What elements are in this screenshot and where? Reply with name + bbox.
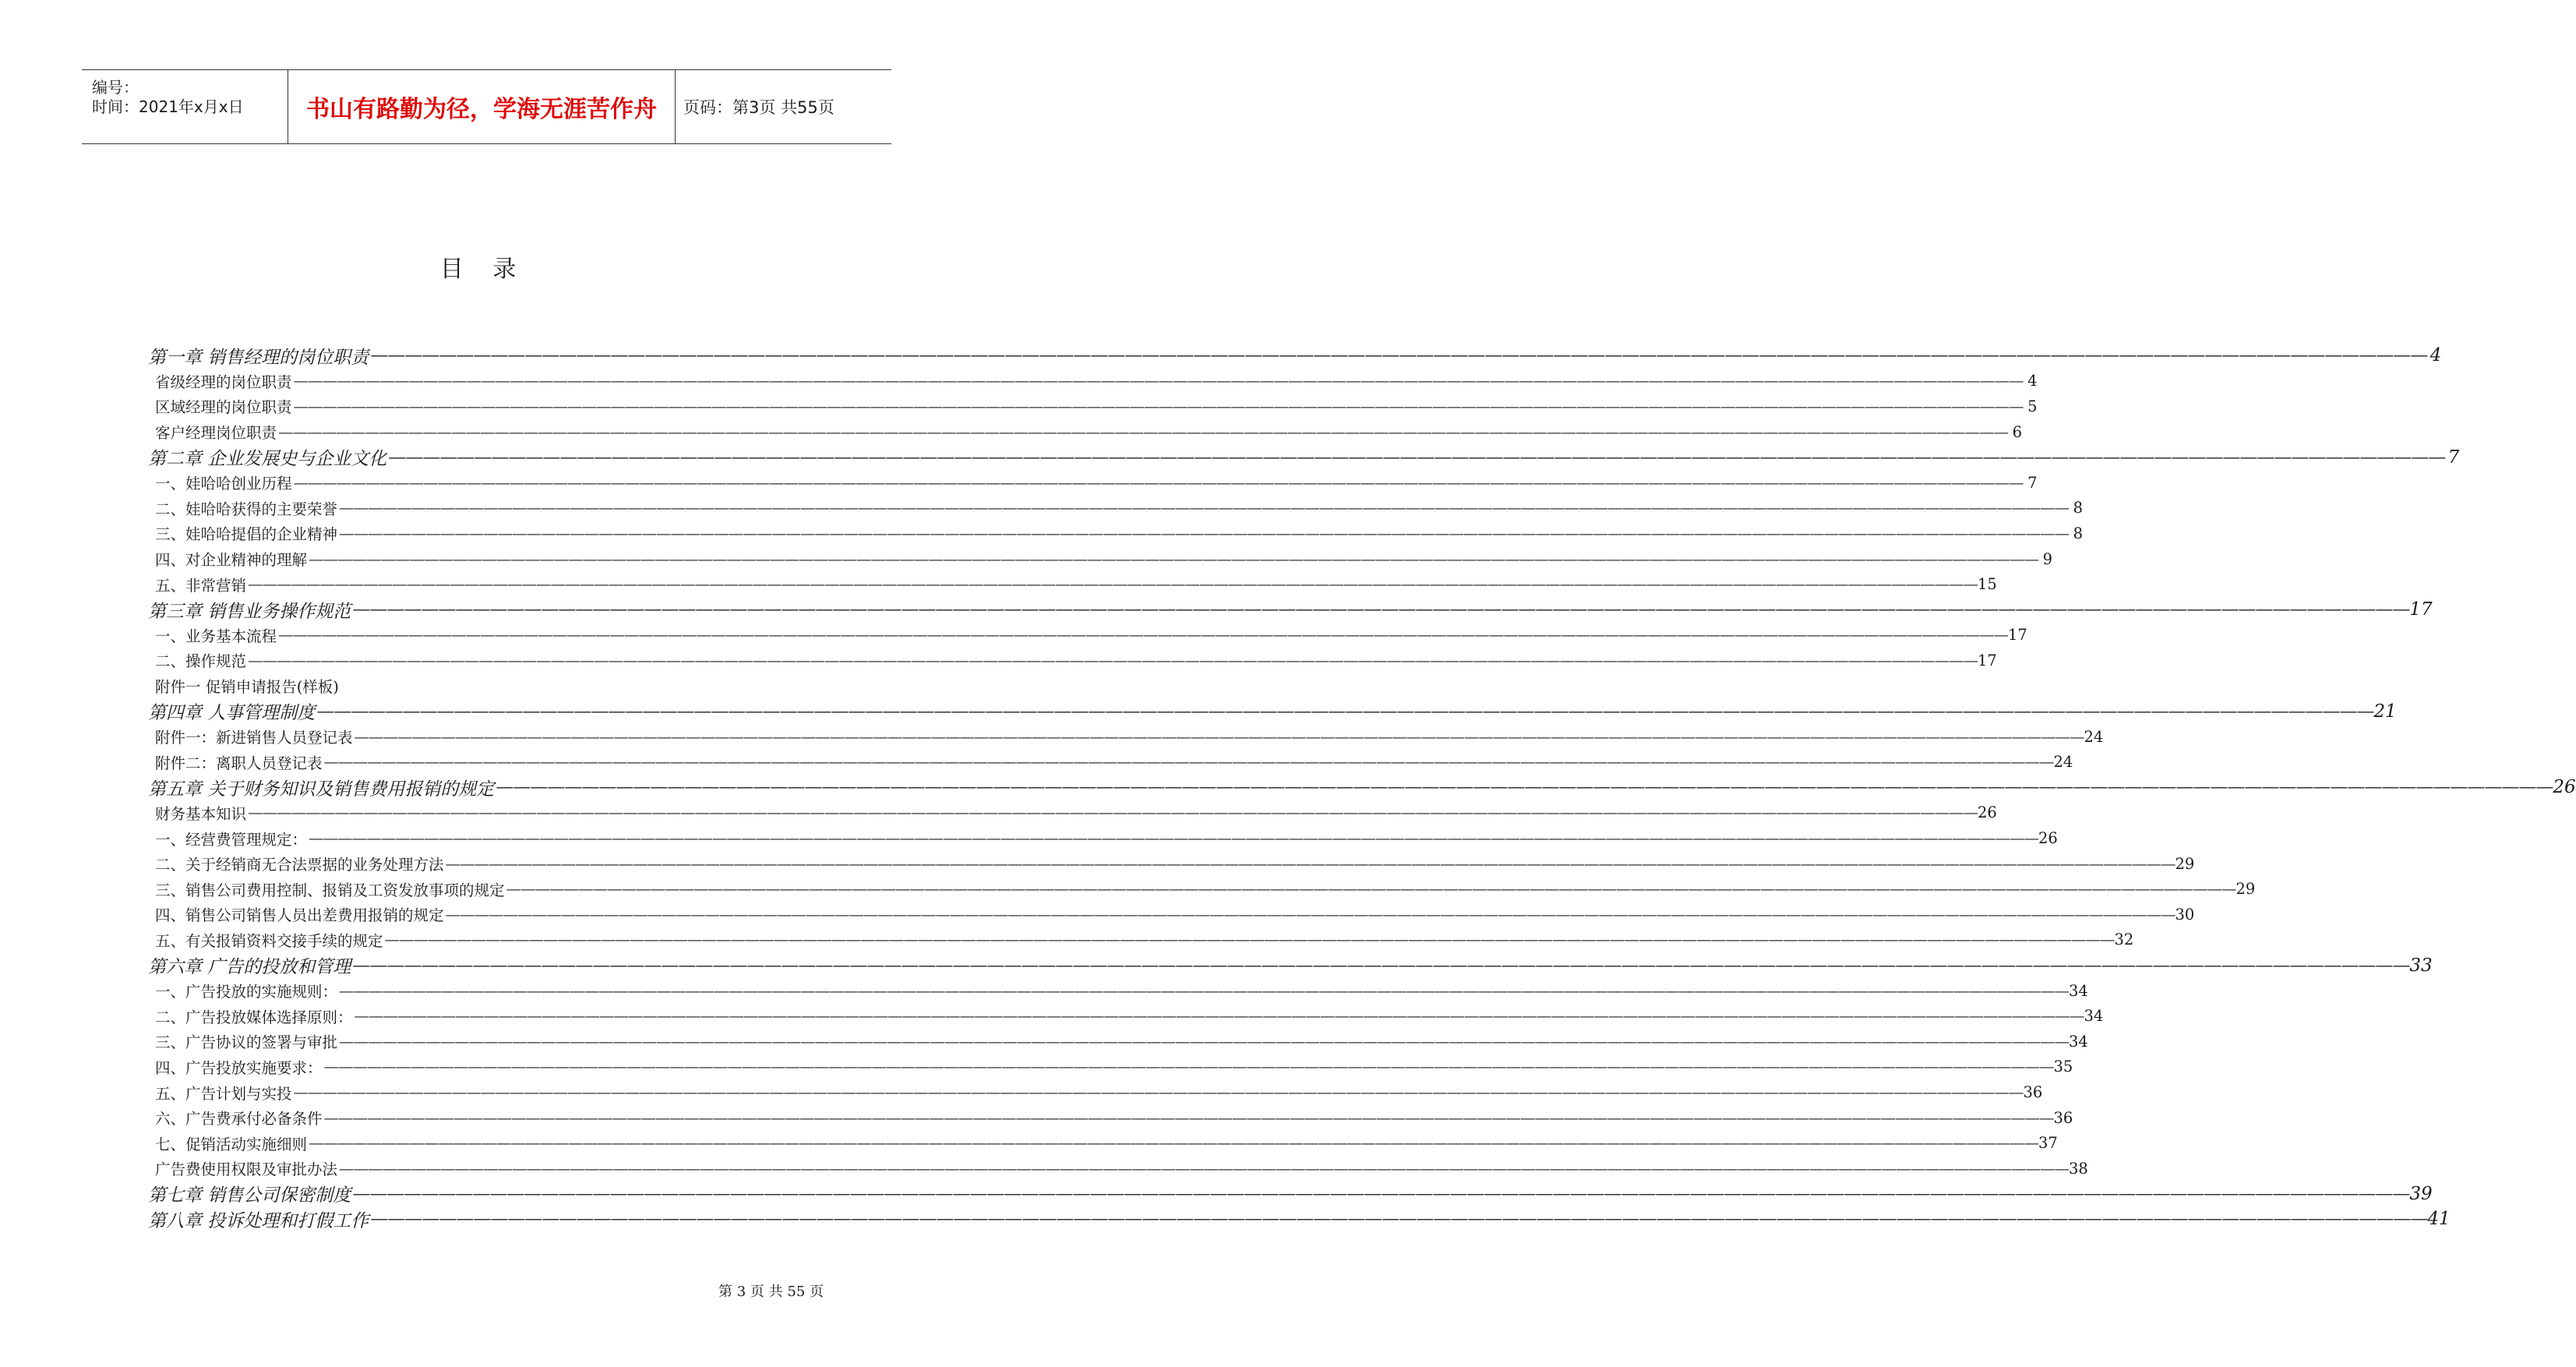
toc-leader-dashes: ———————————————————————————————————————————————————————————————————————————————————————————————————————————————————————— [293, 473, 2024, 492]
toc-entry-label: 五、有关报销资料交接手续的规定 [155, 931, 383, 950]
toc-section-entry[interactable] [148, 724, 2104, 750]
toc-section-entry[interactable] [148, 750, 2073, 775]
toc-page-number: 26 [2553, 777, 2576, 798]
toc-chapter-entry[interactable] [148, 952, 2433, 978]
page-header [82, 69, 891, 144]
toc-entry-label: 六、广告费承付必备条件 [155, 1110, 323, 1129]
toc-entry-label: 第七章 销售公司保密制度 [148, 1185, 351, 1206]
toc-section-entry[interactable] [148, 1079, 2043, 1105]
toc-leader-dashes: ———————————————————————————————————————————————————————————————————————————————————————————————————————————————————————— [445, 905, 2175, 924]
toc-leader-dashes: ———————————————————————————————————————————————————————————————————————————————————————————————————————————————————————— [293, 397, 2024, 415]
toc-section-entry[interactable] [148, 369, 2038, 394]
toc-leader-dashes: ———————————————————————————————————————————————————————————————————————————————————————————————————————————————————————— [278, 626, 2009, 645]
toc-leader-dashes: ———————————————————————————————————————————————————————————————————————————————————————————————————————————————————————— [445, 854, 2175, 873]
toc-leader-dashes: ———————————————————————————————————————————————————————————————————————————————————————————————————————————————————————— [323, 753, 2054, 772]
toc-section-entry[interactable] [148, 623, 2027, 648]
toc-section-entry[interactable] [148, 1029, 2088, 1054]
toc-entry-label: 省级经理的岗位职责 [155, 373, 292, 391]
document-title: 目 录 [439, 256, 528, 283]
toc-page-number: 36 [2053, 1108, 2073, 1127]
toc-entry-label: 一、广告投放的实施规则： [155, 983, 338, 1001]
toc-page-number: 15 [1978, 575, 1997, 594]
toc-section-entry[interactable] [148, 800, 1997, 826]
toc-chapter-entry[interactable] [148, 1206, 2451, 1232]
toc-entry-label: 第四章 人事管理制度 [148, 703, 316, 724]
toc-chapter-entry[interactable] [148, 775, 2576, 800]
toc-page-number: 24 [2084, 727, 2104, 746]
toc-page-number: 8 [2073, 524, 2084, 542]
toc-page-number: 4 [2027, 372, 2038, 390]
toc-entry-label: 四、对企业精神的理解 [155, 551, 308, 570]
toc-chapter-entry[interactable] [148, 343, 2442, 369]
toc-section-entry[interactable] [148, 496, 2084, 521]
toc-entry-label: 第八章 投诉处理和打假工作 [148, 1210, 369, 1231]
toc-leader-dashes: ———————————————————————————————————————————————————————————————————————————————————————————————————————————————————————— [384, 931, 2115, 949]
toc-page-number: 29 [2175, 854, 2195, 873]
toc-entry-label: 财务基本知识 [155, 804, 247, 823]
toc-entry-label: 附件二：离职人员登记表 [155, 754, 323, 772]
toc-page-number: 21 [2373, 701, 2397, 722]
toc-chapter-entry[interactable] [148, 444, 2460, 470]
toc-leader-dashes: ———————————————————————————————————————————————————————————————————————————————————————————————————————————————————————— [316, 701, 2374, 722]
toc-entry-label: 五、非常营销 [155, 576, 247, 595]
toc-entry-label: 第五章 关于财务知识及销售费用报销的规定 [148, 779, 495, 800]
toc-page-number: 9 [2042, 549, 2053, 568]
toc-page-number: 33 [2409, 955, 2433, 976]
toc-leader-dashes: ———————————————————————————————————————————————————————————————————————————————————————————————————————————————————————— [248, 575, 1978, 594]
toc-leader-dashes: ———————————————————————————————————————————————————————————————————————————————————————————————————————————————————————— [293, 372, 2024, 390]
toc-page-number: 6 [2012, 422, 2023, 441]
header-info-cell [82, 70, 288, 143]
page-label: 页码：第3页 共55页 [683, 98, 835, 117]
toc-entry-label: 附件一：新进销售人员登记表 [155, 729, 353, 747]
toc-leader-dashes: ———————————————————————————————————————————————————————————————————————————————————————————————————————————————————————— [293, 1083, 2024, 1102]
toc-leader-dashes: ———————————————————————————————————————————————————————————————————————————————————————————————————————————————————————— [352, 955, 2410, 976]
toc-entry-label: 第一章 销售经理的岗位职责 [148, 347, 369, 368]
toc-section-entry[interactable] [148, 876, 2256, 902]
toc-leader-dashes: ———————————————————————————————————————————————————————————————————————————————————————————————————————————————————————— [248, 651, 1978, 669]
toc-section-entry[interactable] [148, 419, 2023, 445]
toc-page-number: 34 [2069, 981, 2088, 1000]
toc-leader-dashes: ———————————————————————————————————————————————————————————————————————————————————————————————————————————————————————— [309, 829, 2039, 848]
toc-entry-label: 第六章 广告的投放和管理 [148, 957, 351, 978]
toc-entry-label: 七、促销活动实施细则 [155, 1135, 308, 1153]
toc-page-number: 24 [2053, 753, 2073, 772]
toc-page-number: 38 [2069, 1159, 2088, 1178]
toc-leader-dashes: ———————————————————————————————————————————————————————————————————————————————————————————————————————————————————————— [370, 345, 2428, 366]
toc-leader-dashes: ———————————————————————————————————————————————————————————————————————————————————————————————————————————————————————— [309, 1134, 2039, 1153]
toc-page-number: 34 [2084, 1007, 2104, 1026]
toc-page-number: 36 [2023, 1083, 2043, 1102]
toc-page-number: 39 [2409, 1183, 2433, 1204]
toc-page-number: 30 [2175, 905, 2195, 924]
toc-page-number: 8 [2073, 499, 2084, 517]
toc-chapter-entry[interactable] [148, 597, 2433, 623]
page-footer: 第 3 页 共 55 页 [718, 1284, 824, 1300]
toc-section-entry[interactable] [148, 470, 2038, 496]
toc-page-number: 26 [1978, 804, 1997, 822]
toc-page-number: 41 [2427, 1209, 2451, 1230]
toc-leader-dashes: ———————————————————————————————————————————————————————————————————————————————————————————————————————————————————————— [323, 1108, 2054, 1127]
toc-leader-dashes: ———————————————————————————————————————————————————————————————————————————————————————————————————————————————————————— [323, 1058, 2054, 1076]
toc-entry-label: 区域经理的岗位职责 [155, 398, 292, 417]
toc-leader-dashes: ———————————————————————————————————————————————————————————————————————————————————————————————————————————————————————— [352, 599, 2410, 620]
toc-leader-dashes: ———————————————————————————————————————————————————————————————————————————————————————————————————————————————————————— [339, 1032, 2070, 1051]
header-motto-cell [288, 70, 676, 143]
toc-page-number: 34 [2069, 1032, 2088, 1051]
toc-section-entry[interactable] [148, 1156, 2088, 1182]
toc-leader-dashes: ———————————————————————————————————————————————————————————————————————————————————————————————————————————————————————— [248, 804, 1978, 822]
toc-page-number: 29 [2235, 880, 2256, 899]
toc-section-entry[interactable] [148, 851, 2195, 877]
toc-chapter-entry[interactable] [148, 1182, 2433, 1207]
toc-leader-dashes: ———————————————————————————————————————————————————————————————————————————————————————————————————————————————————————— [370, 1209, 2428, 1230]
toc-section-entry[interactable] [148, 1130, 2058, 1156]
toc-leader-dashes: ———————————————————————————————————————————————————————————————————————————————————————————————————————————————————————— [339, 981, 2070, 1000]
toc-entry-label: 三、销售公司费用控制、报销及工资发放事项的规定 [155, 881, 505, 899]
motto-text: 书山有路勤为径，学海无涯苦作舟 [306, 96, 657, 123]
toc-section-entry[interactable] [148, 394, 2038, 419]
toc-chapter-entry[interactable] [148, 698, 2397, 724]
toc-leader-dashes: ———————————————————————————————————————————————————————————————————————————————————————————————————————————————————————— [388, 447, 2446, 468]
toc-section-entry[interactable] [148, 521, 2084, 546]
toc-page-number: 32 [2114, 931, 2134, 949]
toc-section-entry[interactable] [148, 673, 826, 699]
toc-leader-dashes: ———————————————————————————————————————————————————————————————————————————————————————————————————————————————————————— [354, 727, 2084, 746]
toc-entry-label: 一、业务基本流程 [155, 627, 277, 645]
toc-leader-dashes: ———————————————————————————————————————————————————————————————————————————————————————————————————————————————————————— [339, 1159, 2070, 1178]
toc-page-number: 37 [2038, 1134, 2058, 1153]
toc-entry-label: 二、关于经销商无合法票据的业务处理方法 [155, 856, 444, 874]
toc-entry-label: 三、广告协议的签署与审批 [155, 1033, 338, 1052]
toc-section-entry[interactable] [148, 902, 2195, 927]
toc-section-entry[interactable] [148, 1105, 2073, 1131]
toc-page-number: 4 [2430, 345, 2442, 366]
header-page-cell [676, 70, 891, 143]
toc-leader-dashes: ———————————————————————————————————————————————————————————————————————————————————————————————————————————————————————— [339, 499, 2070, 517]
toc-entry-label: 二、娃哈哈获得的主要荣誉 [155, 500, 338, 518]
toc-section-entry[interactable] [148, 1003, 2104, 1029]
toc-leader-dashes: ———————————————————————————————————————————————————————————————————————————————————————————————————————————————————————— [506, 880, 2236, 899]
toc-section-entry[interactable] [148, 546, 2053, 572]
toc-entry-label: 二、广告投放媒体选择原则： [155, 1008, 353, 1026]
toc-page-number: 35 [2053, 1058, 2073, 1076]
toc-page-number: 17 [2008, 626, 2027, 645]
toc-entry-label: 一、经营费管理规定： [155, 830, 308, 849]
toc-section-entry[interactable] [148, 648, 1997, 673]
toc-section-entry[interactable] [148, 571, 1997, 597]
toc-entry-label: 四、广告投放实施要求： [155, 1058, 323, 1077]
toc-leader-dashes: ———————————————————————————————————————————————————————————————————————————————————————————————————————————————————————— [309, 549, 2039, 568]
toc-entry-label: 客户经理岗位职责 [155, 424, 277, 443]
toc-leader-dashes: ———————————————————————————————————————————————————————————————————————————————————————————————————————————————————————— [496, 777, 2553, 798]
toc-entry-label: 四、销售公司销售人员出差费用报销的规定 [155, 906, 444, 925]
table-of-contents [148, 343, 2576, 1232]
toc-entry-label: 五、广告计划与实投 [155, 1084, 292, 1103]
toc-page-number: 17 [2409, 599, 2433, 620]
toc-page-number: 26 [2038, 829, 2058, 848]
toc-page-number: 17 [1978, 651, 1997, 669]
toc-page-number: 5 [2027, 397, 2038, 415]
toc-entry-label: 第二章 企业发展史与企业文化 [148, 449, 387, 470]
toc-page-number: 7 [2027, 473, 2038, 492]
toc-section-entry[interactable] [148, 1054, 2073, 1080]
toc-section-entry[interactable] [148, 978, 2088, 1004]
toc-leader-dashes: ———————————————————————————————————————————————————————————————————————————————————————————————————————————————————————— [352, 1183, 2410, 1204]
toc-entry-label: 二、操作规范 [155, 652, 247, 671]
serial-label: 编号： [92, 78, 139, 97]
time-label: 时间：2021年x月x日 [92, 97, 244, 116]
toc-entry-label: 三、娃哈哈提倡的企业精神 [155, 525, 338, 544]
toc-section-entry[interactable] [148, 927, 2134, 953]
toc-leader-dashes: ———————————————————————————————————————————————————————————————————————————————————————————————————————————————————————— [339, 524, 2070, 542]
toc-leader-dashes: ———————————————————————————————————————————————————————————————————————————————————————————————————————————————————————— [278, 422, 2009, 441]
toc-entry-label: 附件一 促销申请报告(样板) [155, 678, 339, 697]
toc-entry-label: 广告费使用权限及审批办法 [155, 1160, 338, 1179]
toc-page-number: 7 [2447, 447, 2460, 468]
toc-section-entry[interactable] [148, 825, 2058, 851]
toc-entry-label: 第三章 销售业务操作规范 [148, 601, 351, 622]
toc-entry-label: 一、娃哈哈创业历程 [155, 475, 292, 493]
toc-leader-dashes: ———————————————————————————————————————————————————————————————————————————————————————————————————————————————————————— [354, 1007, 2084, 1026]
